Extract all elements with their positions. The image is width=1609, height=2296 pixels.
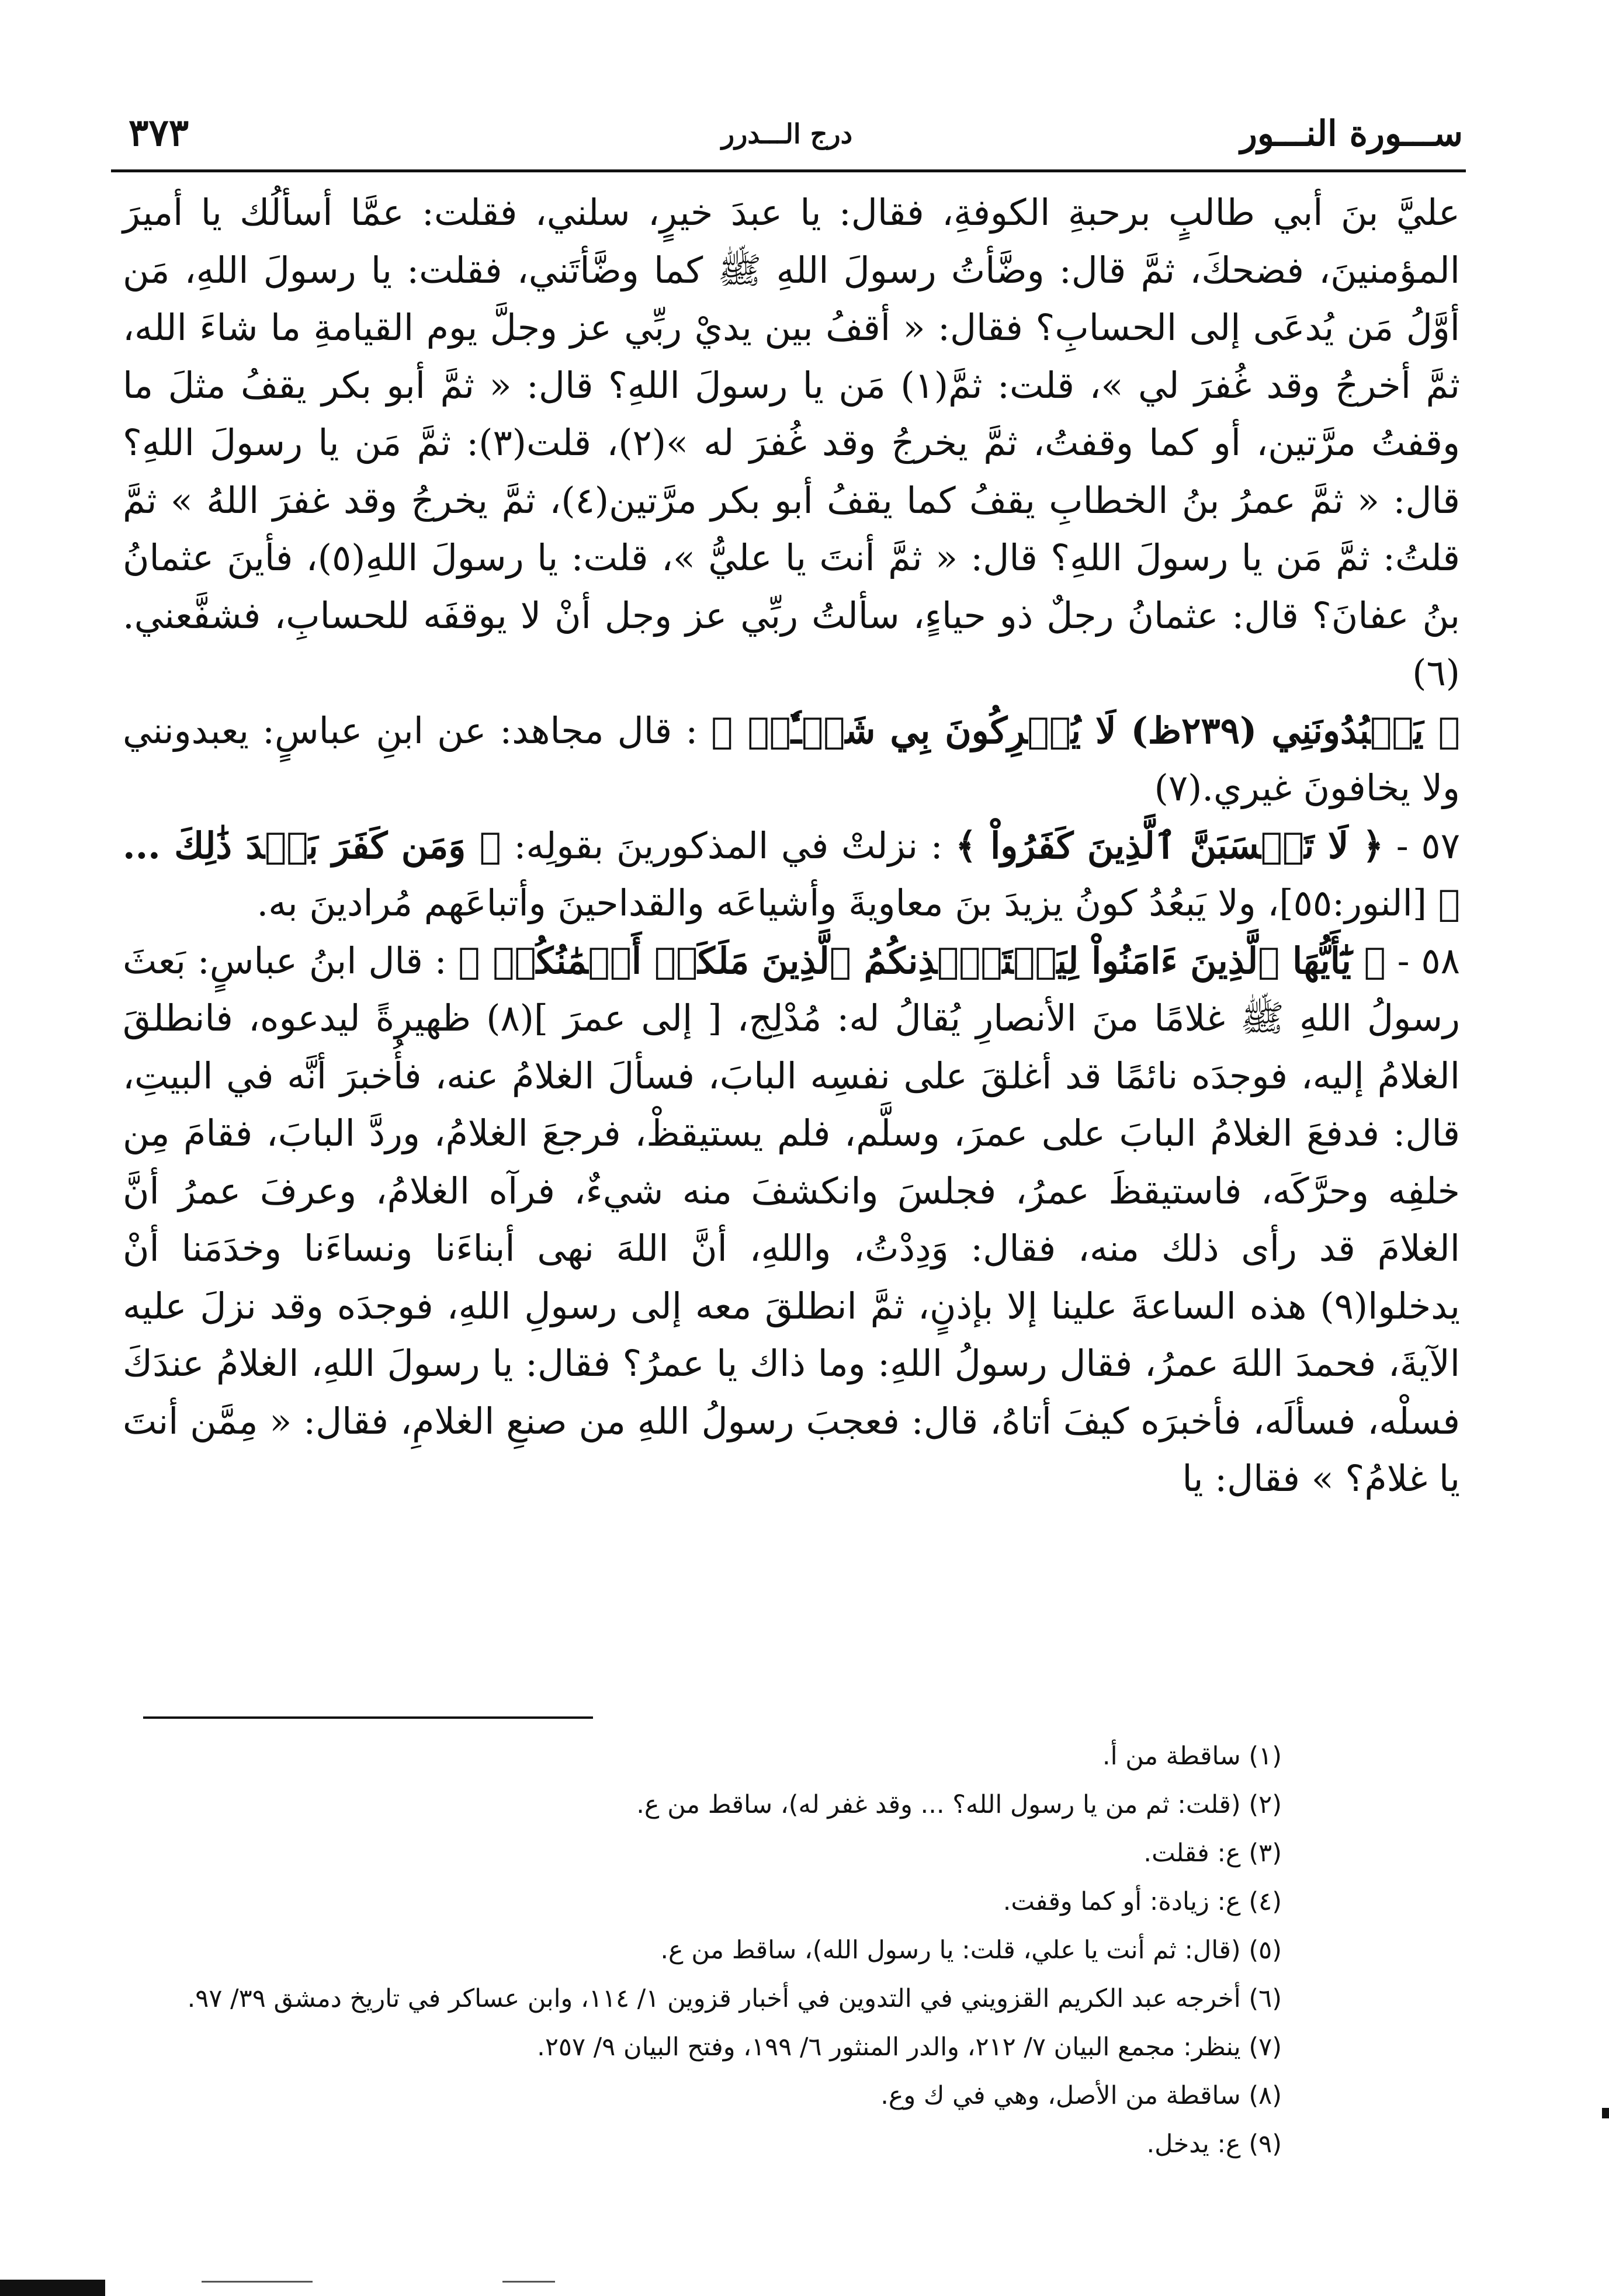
surah-title: ســـورة النـــور [1240, 113, 1463, 154]
quran-verse: ﴿ يَٰٓأَيُّهَا ٱلَّذِينَ ءَامَنُواْ لِيَسۡتَـٔۡذِنكُمُ ٱلَّذِينَ مَلَكَتۡ أَيۡمَٰنُكُمۡ ﴾ [458, 939, 1386, 982]
commentary: : نزلتْ في المذكورينَ بقولِه: [514, 824, 943, 867]
footnotes [188, 1732, 1282, 2169]
footnote: (٣) ع: فقلت. [1143, 1839, 1282, 1868]
commentary: : قال مجاهد: عن ابنِ عباسٍ: يعبدونني ولا يخافونَ غيري.(٧) [123, 709, 1460, 809]
paragraph-57 [123, 817, 1460, 932]
commentary: : قال ابنُ عباسٍ: بَعثَ رسولُ اللهِ ﷺ غلامًا منَ الأنصارِ يُقالُ له: مُدْلِج، [ إلى عمرَ ](٨) ظهيرةً ليدعوه، فانطلقَ الغلامُ إليه، فوجدَه نائمًا قد أغلقَ على نفسِه البابَ، فسألَ الغلامُ عنه، فأُخبرَ أنَّه في البيتِ، قال: فدفعَ الغلامُ البابَ على عمرَ، وسلَّم، فلم يستيقظْ، فرجعَ الغلامُ، وردَّ البابَ، فقامَ مِن خلفِه وحرَّكَه، فاستيقظَ عمرُ، فجلسَ وانكشفَ منه شيءٌ، فرآه الغلامُ، وعرفَ عمرُ أنَّ الغلامَ قد رأى ذلك منه، فقال: وَدِدْتُ، واللهِ، أنَّ اللهَ نهى أبناءَنا ونساءَنا وخدَمَنا أنْ يدخلوا(٩) هذه الساعةَ علينا إلا بإذنٍ، ثمَّ انطلقَ معه إلى رسولِ اللهِ، فوجدَه وقد نزلَ عليه الآيةَ، فحمدَ اللهَ عمرُ، فقال رسولُ اللهِ: وما ذاك يا عمرُ؟ فقال: يا رسولَ اللهِ، الغلامُ عندَكَ فسلْه، فسألَه، فأخبرَه كيفَ أتاهُ، قال: فعجبَ رسولُ اللهِ من صنعِ الغلامِ، فقال: « مِمَّن أنتَ يا غلامُ؟ » فقال: يا [123, 939, 1460, 1500]
verse-number: ٥٧ - [1396, 824, 1460, 867]
header-rule [111, 169, 1466, 172]
quran-verse: ﴿ يَعۡبُدُونَنِي (٢٣٩ظ) لَا يُشۡرِكُونَ بِي شَيۡـٔٗاۚ ﴾ [711, 709, 1460, 752]
paragraph-1: عليَّ بنَ أبي طالبٍ برحبةِ الكوفةِ، فقال: يا عبدَ خيرٍ، سلني، فقلت: عمَّا أسألُك يا أميرَ المؤمنينَ، فضحكَ، ثمَّ قال: وضَّأتُ رسولَ اللهِ ﷺ كما وضَّأتَني، فقلت: يا رسولَ اللهِ، مَن أوَّلُ مَن يُدعَى إلى الحسابِ؟ فقال: « أقفُ بين يديْ ربِّي عز وجلَّ يوم القيامةِ ما شاءَ الله، ثمَّ أخرجُ وقد غُفرَ لي »، قلت: ثمَّ(١) مَن يا رسولَ اللهِ؟ قال: « ثمَّ أبو بكر يقفُ مثلَ ما وقفتُ مرَّتين، أو كما وقفتُ، ثمَّ يخرجُ وقد غُفرَ له »(٢)، قلت(٣): ثمَّ مَن يا رسولَ اللهِ؟ قال: « ثمَّ عمرُ بنُ الخطابِ يقفُ كما يقفُ أبو بكر مرَّتين(٤)، ثمَّ يخرجُ وقد غفرَ اللهُ » ثمَّ قلتُ: ثمَّ مَن يا رسولَ اللهِ؟ قال: « ثمَّ أنتَ يا عليُّ »، قلت: يا رسولَ اللهِ(٥)، فأينَ عثمانُ بنُ عفانَ؟ قال: عثمانُ رجلٌ ذو حياءٍ، سألتُ ربِّي عز وجل أنْ لا يوقفَه للحسابِ، فشفَّعني.(٦) [123, 191, 1461, 694]
footnote: (٤) ع: زيادة: أو كما وقفت. [1003, 1887, 1282, 1916]
footnote: (٧) ينظر: مجمع البيان ٧/ ٢١٢، والدر المنثور ٦/ ١٩٩، وفتح البيان ٩/ ٢٥٧. [537, 2033, 1282, 2062]
book-title: درج الـــدرر [721, 118, 853, 150]
running-header [111, 111, 1463, 164]
paragraph-58 [123, 932, 1460, 1508]
footnote: (٦) أخرجه عبد الكريم القزويني في التدوين في أخبار قزوين ١/ ١١٤، وابن عساكر في تاريخ دمشق ٣٩/ ٩٧. [187, 1984, 1282, 2013]
commentary: [النور:٥٥]، ولا يَبعُدُ كونُ يزيدَ بنَ معاويةَ وأشياعَه والقداحينَ وأتباعَهم مُرادينَ به. [256, 882, 1427, 924]
footnote: (٨) ساقطة من الأصل، وهي في ك وع. [880, 2081, 1282, 2110]
footnote: (٩) ع: يدخل. [1146, 2129, 1282, 2159]
quran-verse: ﴿ وَمَن كَفَرَ بَعۡدَ ذَٰلِكَ ... ﴾ [123, 824, 1460, 924]
footnote: (٥) (قال: ثم أنت يا علي، قلت: يا رسول الله)، ساقط من ع. [660, 1936, 1282, 1965]
verse-number: ٥٨ - [1397, 939, 1460, 982]
scan-edge-mark [1602, 2108, 1609, 2118]
main-text [123, 184, 1460, 1508]
footnote: (١) ساقطة من أ. [1102, 1742, 1282, 1771]
footnote: (٢) (قلت: ثم من يا رسول الله؟ ... وقد غفر له)، ساقط من ع. [636, 1790, 1282, 1819]
scan-artifact-line [202, 2281, 313, 2283]
scan-artifact-line [502, 2281, 555, 2283]
scan-edge-bar [0, 2280, 105, 2296]
quran-verse: ﴿ لَا تَحۡسَبَنَّ ٱلَّذِينَ كَفَرُواْ ﴾ [955, 824, 1384, 867]
paragraph-2 [123, 702, 1460, 817]
page-number: ٣٧٣ [129, 111, 189, 155]
footnote-rule [143, 1716, 593, 1719]
